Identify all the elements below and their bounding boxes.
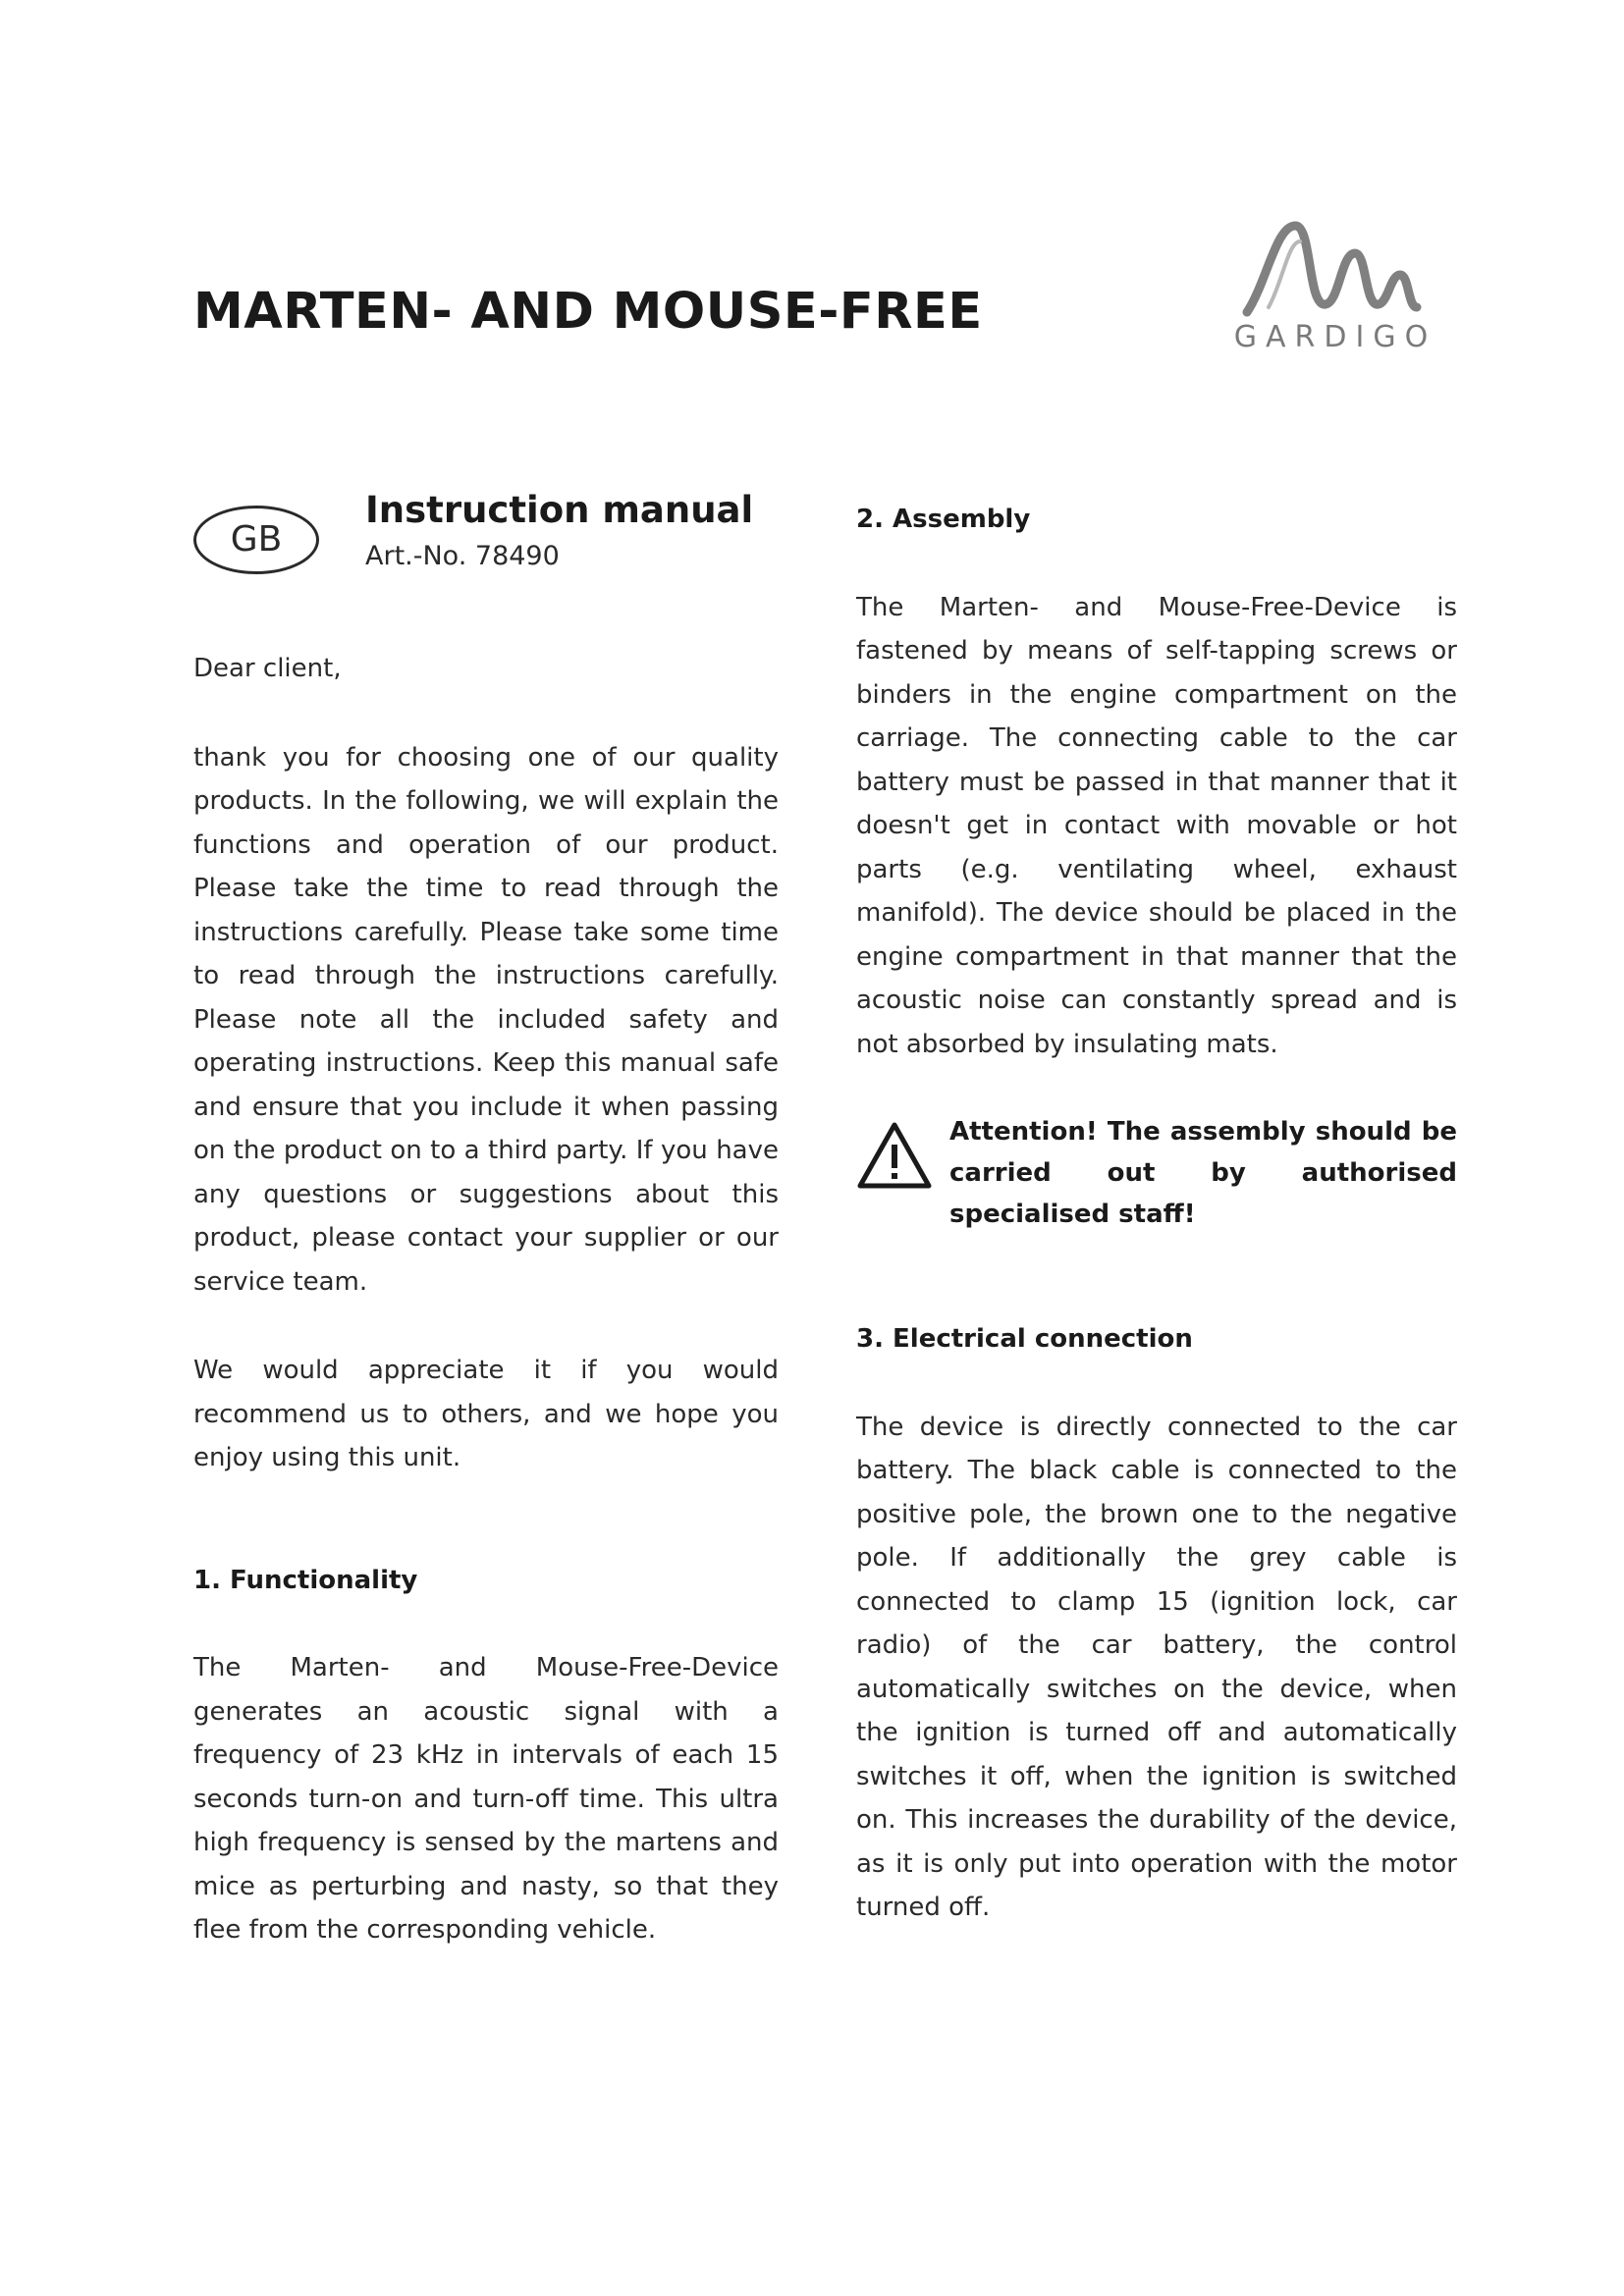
brand-name: GARDIGO — [1233, 320, 1437, 354]
page-title: MARTEN- AND MOUSE-FREE — [193, 283, 983, 341]
attention-text: Attention! The assembly should be carried out by authorised specialised staff! — [949, 1117, 1457, 1229]
manual-title: Instruction manual — [365, 489, 754, 531]
section-body-functionality: The Marten- and Mouse-Free-Device generates an acoustic signal with a frequency of 23 kHz in intervals of each 15 seconds turn-on and turn-off time. This ultra high frequency is sensed by the martens and mice as perturbing and nasty, so that they flee from the corresponding vehicle. — [193, 1653, 779, 1945]
section-heading-functionality: 1. Functionality — [193, 1565, 418, 1595]
left-column — [193, 486, 779, 1952]
attention-box — [856, 1111, 1457, 1239]
country-badge: GB — [193, 506, 319, 574]
brand-logo — [1218, 214, 1453, 361]
section-body-electrical-connection: The device is directly connected to the car battery. The black cable is connected to the positive pole, the brown one to the negative pole. If additionally the grey cable is connected to clamp 15 (ignition lock, car radio) of the car battery, the control automatically switches on the device, when the ignition is turned off and automatically switches it off, when the ignition is switched on. This increases the durability of the device, as it is only put into operation with the motor turned off. — [856, 1412, 1457, 1922]
section-heading-electrical-connection: 3. Electrical connection — [856, 1324, 1193, 1354]
section-heading-assembly: 2. Assembly — [856, 505, 1031, 534]
intro-paragraph-2: We would appreciate it if you would recommend us to others, and we hope you enjoy using this unit. — [193, 1356, 779, 1472]
salutation: Dear client, — [193, 654, 342, 683]
gardigo-wave-logo-icon — [1218, 214, 1453, 322]
intro-paragraph-1: thank you for choosing one of our quality products. In the following, we will explain the functions and operation of our product. Please take the time to read through the instructions carefully. Please take some time to read through the instructions carefully. Please note all the included safety and operating instructions. Keep this manual safe and ensure that you include it when passing on the product on to a third party. If you have any questions or suggestions about this product, please contact your supplier or our service team. — [193, 742, 779, 1297]
warning-triangle-icon — [856, 1121, 933, 1190]
manual-header — [193, 486, 779, 604]
section-body-assembly: The Marten- and Mouse-Free-Device is fastened by means of self-tapping screws or binders in the engine compartment on the carriage. The connecting cable to the car battery must be passed in that manner that it doesn't get in contact with movable or hot parts (e.g. ventilating wheel, exhaust manifold). The device should be placed in the engine compartment in that manner that the acoustic noise can constantly spread and is not absorbed by insulating mats. — [856, 592, 1457, 1059]
right-column — [856, 486, 1457, 1930]
article-number: Art.-No. 78490 — [365, 541, 560, 571]
